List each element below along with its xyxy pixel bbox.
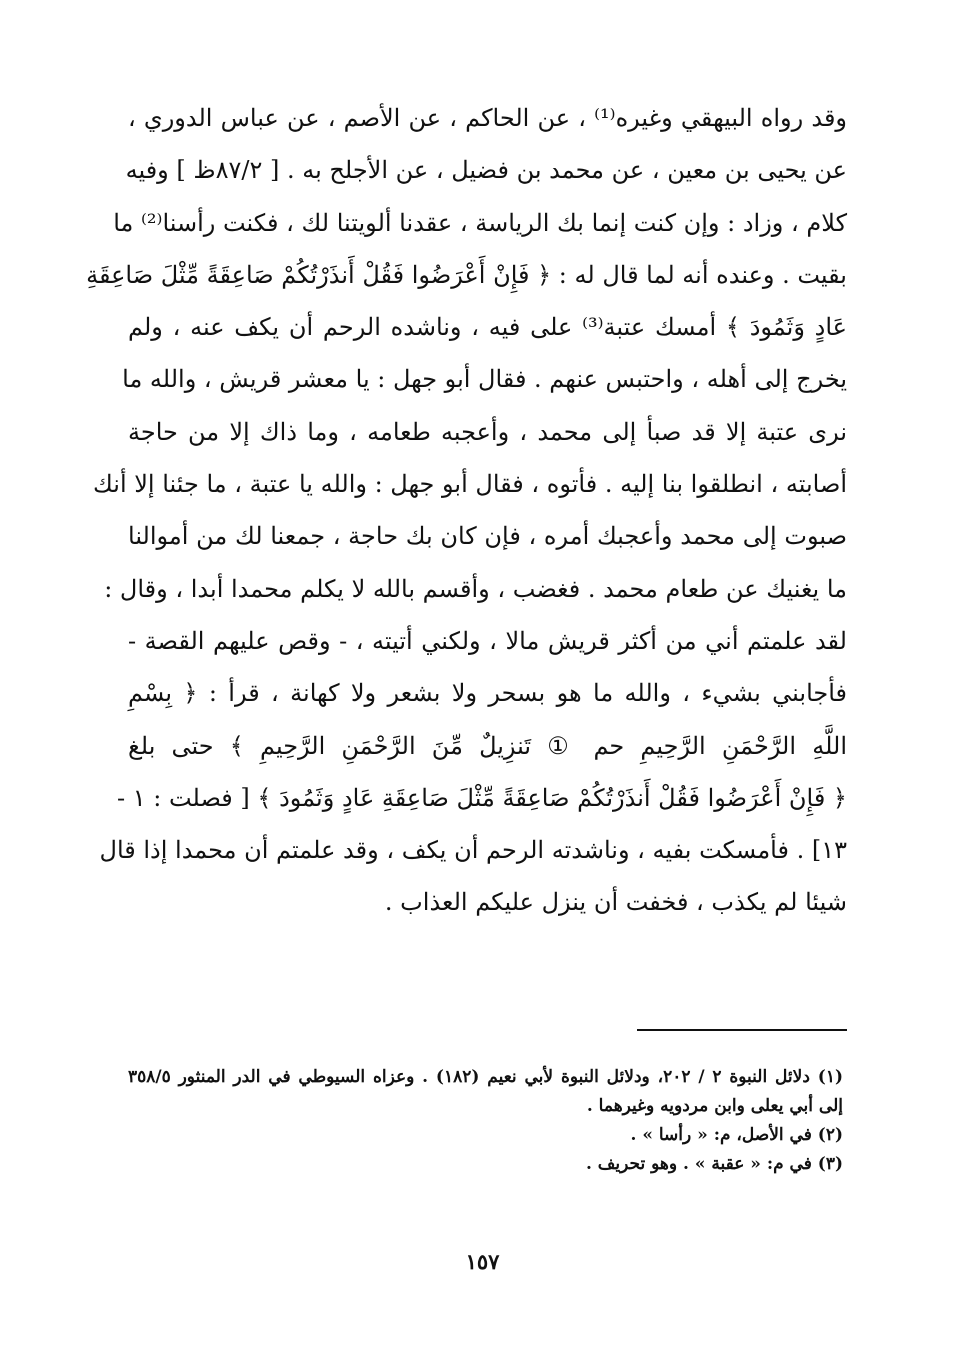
text-line: عَادٍ وَثَمُودَ ﴾ أمسك عتبة⁽³⁾ على فيه ، وناشده الرحم أن يكف عنه ، ولم — [128, 313, 848, 342]
text-line: كلام ، وزاد : وإن كنت إنما بك الرياسة ، عقدنا ألويتنا لك ، فكنت رأسنا⁽²⁾ ما — [113, 208, 847, 237]
text-line: وقد رواه البيهقي وغيره⁽¹⁾ ، عن الحاكم ، عن الأصم ، عن عباس الدوري ، — [128, 104, 848, 132]
text-line: ١٣] . فأمسكت بفيه ، وناشدته الرحم أن يكف ، وقد علمتم أن محمدا إذا قال — [99, 836, 847, 865]
text-line: يخرج إلى أهله ، واحتبس عنهم . فقال أبو جهل : يا معشر قريش ، والله ما — [122, 365, 847, 394]
text-line: عن يحيى بن معين ، عن محمد بن فضيل ، عن الأجلح به . [ ٨٧/٢ظ ] وفيه — [125, 156, 847, 185]
footnote-line: (١) دلائل النبوة ٢ / ٢٠٢، ودلائل النبوة لأبي نعيم (١٨٢) . وعزاه السيوطي في الدر المنثور ٣٥٨/٥ — [128, 1067, 844, 1087]
text-line: أصابته ، انطلقوا بنا إليه . فأتوه ، فقال أبو جهل : والله يا عتبة ، ما جئنا إلا أنك — [93, 470, 847, 499]
footnote-line: إلى أبي يعلى وابن مردويه وغيرهما . — [586, 1096, 843, 1116]
text-line: لقد علمتم أني من أكثر قريش مالا ، ولكني أتيته ، - وقص عليهم القصة - — [128, 626, 847, 655]
footnotes — [128, 1063, 843, 1179]
footnote-line: (٢) في الأصل، م: « رأسا » . — [630, 1125, 843, 1145]
text-line: بقيت . وعنده أنه لما قال له : ﴿ فَإِنْ أَعْرَضُوا فَقُلْ أَنذَرْتُكُمْ صَاعِقَةً مِّثْلَ صَاعِقَةِ — [86, 260, 847, 289]
footnote-separator — [637, 1029, 847, 1031]
quran-line: ﴿ فَإِنْ أَعْرَضُوا فَقُلْ أَنذَرْتُكُمْ صَاعِقَةً مِّثْلَ صَاعِقَةِ عَادٍ وَثَمُودَ ﴾ [ فصلت : ١ - — [117, 783, 847, 812]
quran-line: اللَّهِ الرَّحْمَنِ الرَّحِيمِ حم ① تَنزِيلٌ مِّنَ الرَّحْمَنِ الرَّحِيمِ ﴾ حتى بلغ — [128, 731, 847, 760]
text-line: نرى عتبة إلا قد صبأ إلى محمد ، وأعجبه طعامه ، وما ذاك إلا من حاجة — [128, 417, 847, 446]
text-line: فأجابني بشيء ، والله ما هو بسحر ولا بشعر ولا كهانة ، قرأ : ﴿ بِسْمِ — [128, 679, 848, 708]
page-number: ١٥٧ — [465, 1249, 500, 1274]
main-text — [86, 92, 848, 929]
footnote-line: (٣) في م: « عقبة » . وهو تحريف . — [585, 1154, 843, 1174]
text-line: صبوت إلى محمد وأعجبك أمره ، فإن كان بك حاجة ، جمعنا لك من أموالنا — [128, 522, 847, 551]
text-line: شيئا لم يكذب ، فخفت أن ينزل عليكم العذاب . — [384, 888, 847, 917]
text-line: ما يغنيك عن طعام محمد . فغضب ، وأقسم بالله لا يكلم محمدا أبدا ، وقال : — [104, 574, 847, 603]
